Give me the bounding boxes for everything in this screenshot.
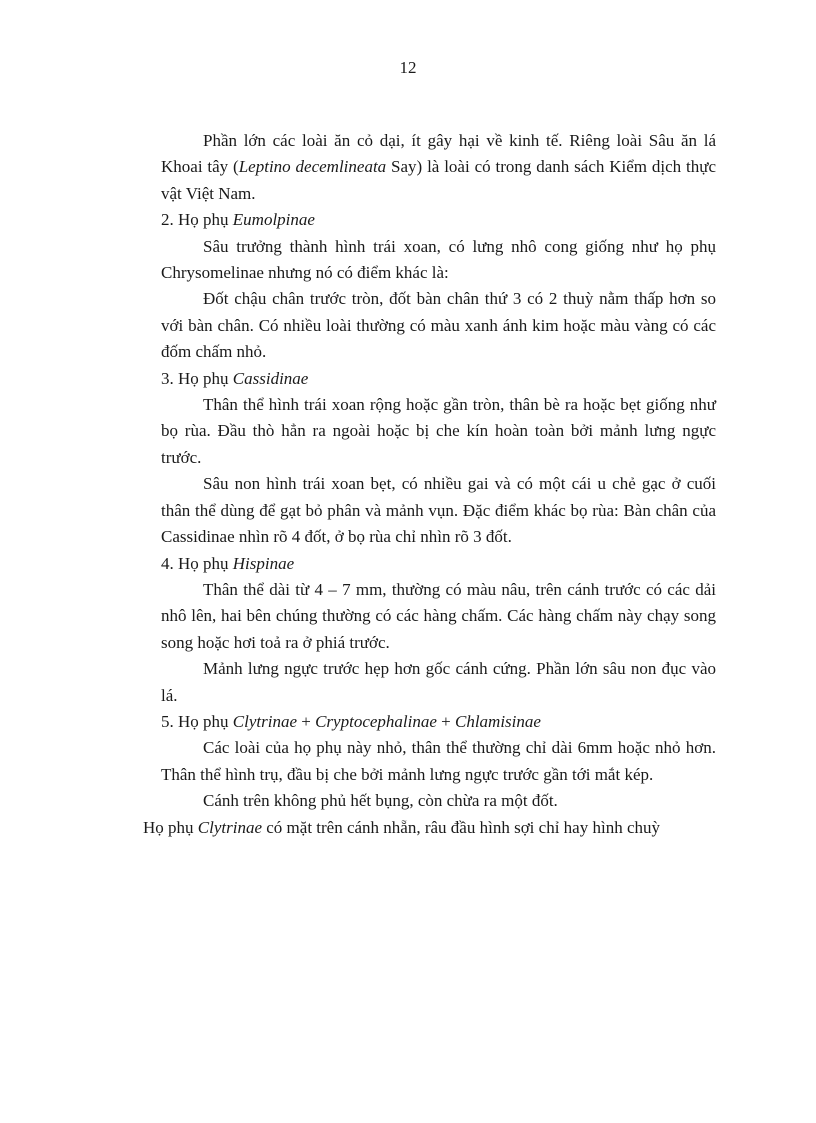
paragraph (161, 128, 716, 207)
paragraph: Sâu non hình trái xoan bẹt, có nhiều gai và có một cái u chẻ gạc ở cuối thân thể dùng để gạt bỏ phân và mảnh vụn. Đặc điểm khác bọ rùa: Bàn chân của Cassidinae nhìn rõ 4 đốt, ở bọ rùa chỉ nhìn rõ 3 đốt. (161, 474, 716, 547)
paragraph: Cánh trên không phủ hết bụng, còn chừa ra một đốt. (203, 791, 558, 811)
paragraph: Sâu trưởng thành hình trái xoan, có lưng nhô cong giống như họ phụ Chrysomelinae nhưng nó có điểm khác là: (161, 236, 716, 283)
species-name: Leptino decemlineata (238, 157, 387, 177)
paragraph-text: Say) là loài có trong danh sách Kiểm dịch thực vật Việt Nam. (161, 157, 716, 203)
subfamily-name: Hispinae (232, 553, 295, 573)
subfamily-name: Cryptocephalinae (315, 711, 437, 731)
paragraph: Mảnh lưng ngực trước hẹp hơn gốc cánh cứng. Phần lớn sâu non đục vào lá. (161, 659, 716, 705)
paragraph: Họ phụ Clytrinae có mặt trên cánh nhẵn, râu đầu hình sợi chỉ hay hình chuỳ (143, 817, 660, 837)
paragraph-text: Phần lớn các loài ăn cỏ dại, ít gây hại về kinh tế. Riêng loài Sâu ăn lá Khoai tây ( (161, 131, 716, 177)
section-heading: 2. Họ phụ Eumolpinae (161, 210, 315, 230)
subfamily-name: Eumolpinae (232, 210, 315, 230)
page-number: 12 (399, 58, 417, 77)
subfamily-name: Clytrinae (232, 711, 297, 731)
subfamily-name: Cassidinae (232, 368, 309, 388)
section-heading: 4. Họ phụ Hispinae (161, 553, 295, 573)
subfamily-name: Clytrinae (197, 817, 262, 837)
paragraph: Thân thể hình trái xoan rộng hoặc gần tròn, thân bè ra hoặc bẹt giống như bọ rùa. Đầu thò hẳn ra ngoài hoặc bị che kín hoàn toàn bởi mảnh lưng ngực trước. (161, 395, 716, 467)
section-heading: 5. Họ phụ Clytrinae + Cryptocephalinae + Chlamisinae (161, 711, 541, 731)
section-heading: 3. Họ phụ Cassidinae (161, 368, 309, 388)
subfamily-name: Chlamisinae (455, 711, 541, 731)
paragraph: Các loài của họ phụ này nhỏ, thân thể thường chỉ dài 6mm hoặc nhỏ hơn. Thân thể hình trụ, đầu bị che bởi mảnh lưng ngực trước gần tới mắt kép. (161, 738, 716, 784)
paragraph: Thân thể dài từ 4 – 7 mm, thường có màu nâu, trên cánh trước có các dải nhô lên, hai bên chúng thường có các hàng chấm. Các hàng chấm này chạy song song hoặc hơi toả ra ở phiá trước. (161, 579, 716, 652)
document-body (143, 128, 716, 841)
paragraph: Đốt chậu chân trước tròn, đốt bàn chân thứ 3 có 2 thuỳ nằm thấp hơn so với bàn chân. Có nhiều loài thường có màu xanh ánh kim hoặc màu vàng có các đốm chấm nhỏ. (161, 289, 716, 362)
